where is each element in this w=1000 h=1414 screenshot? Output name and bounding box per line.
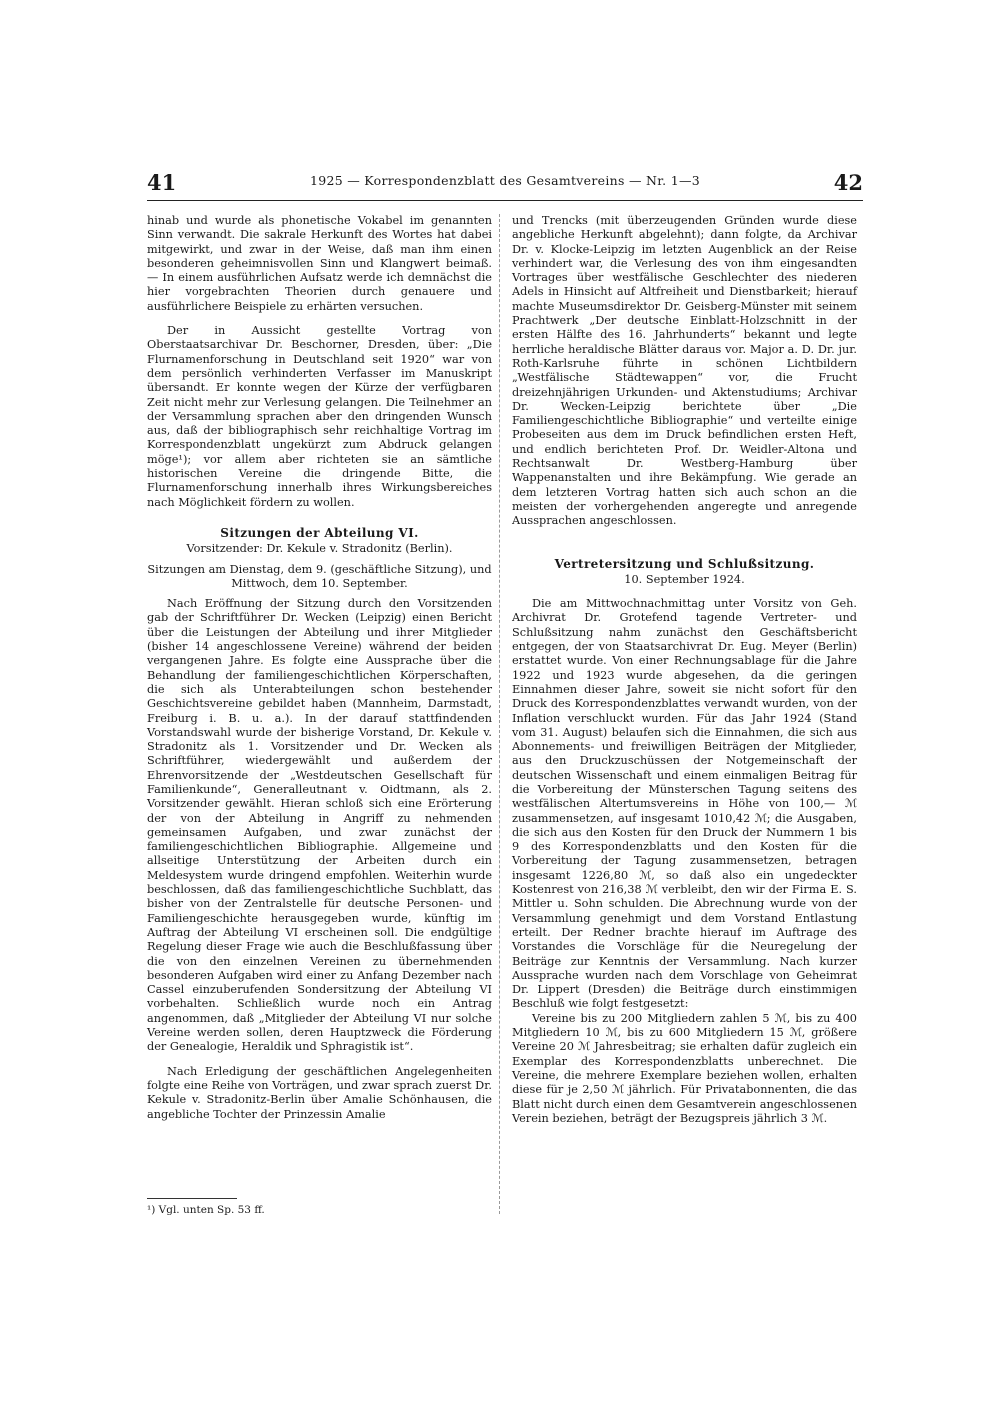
column-separator bbox=[499, 214, 500, 1214]
section-heading: Vertretersitzung und Schlußsitzung. bbox=[554, 556, 815, 571]
running-title: 1925 — Korrespondenzblatt des Gesamtvereins — Nr. 1—3 bbox=[309, 173, 701, 188]
chair-line: Vorsitzender: Dr. Kekule v. Stradonitz (Berlin). bbox=[186, 542, 453, 556]
paragraph: Vereine bis zu 200 Mitgliedern zahlen 5 ℳ, bis zu 400 Mitgliedern 10 ℳ, bis zu 600 Mitgliedern 15 ℳ, größere Vereine 20 ℳ Jahresbeitrag; sie erhalten dafür zugleich ein Exemplar des Korrespondenzblatts unberechnet. Die Vereine, die mehrere Exemplare beziehen wollen, erhalten diese für je 2,50 ℳ jährlich. Für Privatabonnenten, die das Blatt nicht durch einen dem Gesamtverein angeschlossenen Verein beziehen, beträgt der Bezugspreis jährlich 3 ℳ. bbox=[512, 1011, 857, 1125]
footnote-rule bbox=[147, 1198, 237, 1199]
page-number-right: 42 bbox=[833, 170, 863, 195]
session-dates: Sitzungen am Dienstag, dem 9. (geschäftliche Sitzung), und Mittwoch, dem 10. September. bbox=[147, 562, 492, 590]
footnote bbox=[147, 1198, 492, 1217]
header-rule bbox=[147, 200, 863, 201]
paragraph: Nach Erledigung der geschäftlichen Angelegenheiten folgte eine Reihe von Vorträgen, und zwar sprach zuerst Dr. Kekule v. Stradonitz-Berlin über Amalie Schönhausen, die angebliche Tochter der Prinzessin Amalie bbox=[147, 1064, 492, 1121]
section-heading: Sitzungen der Abteilung VI. bbox=[220, 525, 419, 540]
page-header bbox=[147, 170, 863, 196]
paragraph: und Trencks (mit überzeugenden Gründen wurde diese angebliche Herkunft abgelehnt); dann folgte, da Archivar Dr. v. Klocke-Leipzig im letzten Augenblick an der Reise verhindert war, die Verlesung des von ihm eingesandten Vortrages über westfälische Geschlechter des niederen Adels in Hinsicht auf Altfreiheit und Dienstbarkeit; hierauf machte Museumsdirektor Dr. Geisberg-Münster mit seinem Prachtwerk „Der deutsche Einblatt-Holzschnitt in der ersten Hälfte des 16. Jahrhunderts“ bekannt und legte herrliche heraldische Blätter daraus vor. Major a. D. Dr. jur. Roth-Karlsruhe führte in schönen Lichtbildern „Westfälische Städtewappen“ vor, die Frucht dreizehnjährigen Urkunden- und Aktenstudiums; Archivar Dr. Wecken-Leipzig berichtete über „Die Familiengeschichtliche Bibliographie“ und verteilte einige Probeseiten aus dem im Druck befindlichen ersten Heft, und endlich berichteten Prof. Dr. Weidler-Altona und Rechtsanwalt Dr. Westberg-Hamburg über Wappenanstalten und ihre Bekämpfung. Wie gerade an dem letzteren Vortrag hatten sich auch schon an die meisten der vorhergehenden angeregte und anregende Aussprachen angeschlossen. bbox=[512, 214, 857, 528]
footnote-text: ¹) Vgl. unten Sp. 53 ff. bbox=[147, 1204, 265, 1216]
paragraph: Nach Eröffnung der Sitzung durch den Vorsitzenden gab der Schriftführer Dr. Wecken (Leipzig) einen Bericht über die Leistungen der Abteilung und ihrer Mitglieder (bisher 14 angeschlossene Vereine) während der beiden vergangenen Jahre. Es folgte eine Aussprache über die Behandlung der familiengeschichtlichen Körperschaften, die sich als Unterabteilungen schon bestehender Geschichtsvereine gebildet haben (Mannheim, Darmstadt, Freiburg i. B. u. a.). In der darauf stattfindenden Vorstandswahl wurde der bisherige Vorstand, Dr. Kekule v. Stradonitz als 1. Vorsitzender und Dr. Wecken als Schriftführer, wiedergewählt und außerdem der Ehrenvorsitzende der „Westdeutschen Gesellschaft für Familienkunde“, Generalleutnant v. Oidtmann, als 2. Vorsitzender gewählt. Hieran schloß sich eine Erörterung der von der Abteilung in Angriff zu nehmenden gemeinsamen Aufgaben, und zwar zunächst der familiengeschichtlichen Bibliographie. Allgemeine und allseitige Unterstützung der Arbeiten durch ein Meldesystem wurde dringend empfohlen. Weiterhin wurde beschlossen, daß das familiengeschichtliche Suchblatt, das bisher von der Zentralstelle für deutsche Personen- und Familiengeschichte herausgegeben wurde, künftig im Auftrag der Abteilung VI erscheinen soll. Die endgültige Regelung dieser Frage wie auch die Beschlußfassung über die von den einzelnen Vereinen zu übernehmenden besonderen Aufgaben wird einer zu Anfang Dezember nach Cassel einzuberufenden Sondersitzung der Abteilung VI vorbehalten. Schließlich wurde noch ein Antrag angenommen, daß „Mitglieder der Abteilung VI nur solche Vereine werden sollen, deren Hauptzweck die Förderung der Genealogie, Heraldik und Sphragistik ist“. bbox=[147, 597, 492, 1054]
left-column bbox=[147, 214, 492, 1122]
section-date: 10. September 1924. bbox=[624, 572, 745, 586]
page-number-left: 41 bbox=[147, 170, 177, 195]
paragraph: Die am Mittwochnachmittag unter Vorsitz von Geh. Archivrat Dr. Grotefend tagende Vertreter- und Schlußsitzung nahm zunächst den Geschäftsbericht entgegen, der von Staatsarchivrat Dr. Eug. Meyer (Berlin) erstattet wurde. Von einer Rechnungsablage für die Jahre 1922 und 1923 wurde abgesehen, da die geringen Einnahmen dieser Jahre, soweit sie nicht sofort für den Druck des Korrespondenzblattes verwandt wurden, von der Inflation verschluckt wurden. Für das Jahr 1924 (Stand vom 31. August) belaufen sich die Einnahmen, die sich aus Abonnements- und freiwilligen Beiträgen der Mitglieder, aus den Druckzuschüssen der Notgemeinschaft der deutschen Wissenschaft und einem einmaligen Beitrag für die Vorbereitung der Münsterschen Tagung seitens des westfälischen Altertumsvereins in Höhe von 100,— ℳ zusammensetzen, auf insgesamt 1010,42 ℳ; die Ausgaben, die sich aus den Kosten für den Druck der Nummern 1 bis 9 des Korrespondenzblatts und den Kosten für die Vorbereitung der Tagung zusammensetzen, betragen insgesamt 1226,80 ℳ, so daß also ein ungedeckter Kostenrest von 216,38 ℳ verbleibt, den wir der Firma E. S. Mittler u. Sohn schulden. Die Abrechnung wurde von der Versammlung genehmigt und dem Vorstand Entlastung erteilt. Der Redner brachte hierauf im Auftrage des Vorstandes die Vorschläge für die Neuregelung der Beiträge zur Kenntnis der Versammlung. Nach kurzer Aussprache wurden nach dem Vorschlage von Geheimrat Dr. Lippert (Dresden) die Beiträge durch einstimmigen Beschluß wie folgt festgesetzt: bbox=[512, 597, 857, 1011]
paragraph: hinab und wurde als phonetische Vokabel im genannten Sinn verwandt. Die sakrale Herkunft des Wortes hat dabei mitgewirkt, und zwar in der Weise, daß man ihm einen besonderen geheimnisvollen Sinn und Klangwert beimaß. — In einem ausführlichen Aufsatz werde ich demnächst die hier vorgebrachten Theorien durch genauere und ausführlichere Beispiele zu erhärten versuchen. bbox=[147, 214, 492, 313]
right-column bbox=[512, 214, 857, 1126]
paragraph: Der in Aussicht gestellte Vortrag von Oberstaatsarchivar Dr. Beschorner, Dresden, über: „Die Flurnamenforschung in Deutschland seit 1920“ war von dem persönlich verhinderten Verfasser im Manuskript übersandt. Er konnte wegen der Kürze der verfügbaren Zeit nicht mehr zur Verlesung gelangen. Die Teilnehmer an der Versammlung sprachen aber den dringenden Wunsch aus, daß der bibliographisch sehr reichhaltige Vortrag im Korrespondenzblatt ungekürzt zum Abdruck gelangen möge¹); vor allem aber richteten sie an sämtliche historischen Vereine die dringende Bitte, die Flurnamenforschung innerhalb ihres Wirkungsbereiches nach Möglichkeit fördern zu wollen. bbox=[147, 324, 492, 509]
